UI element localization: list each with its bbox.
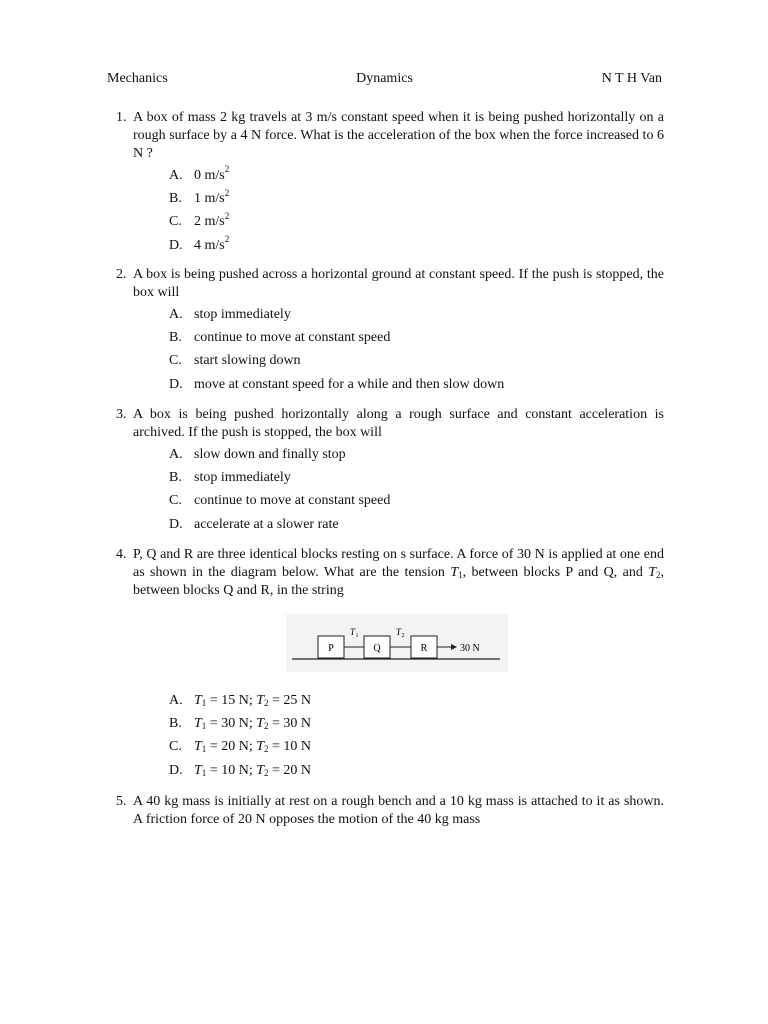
option-a[interactable]: A. $T_1 = 15$ N; $T_2 = 25$ N [169,693,312,708]
option-letter: C. [169,739,182,755]
question-2 [108,266,664,399]
option-letter: A. [169,168,183,183]
option-d[interactable] [169,233,664,260]
block-q-label: Q [373,643,381,654]
tension-subscript: 2 [656,570,661,580]
option-b[interactable] [169,187,664,213]
question-stem: A box is being pushed across a horizontal ground at constant speed. If the push is stopped, the box will [133,267,664,300]
unit: N [238,762,249,778]
option-letter: C. [169,493,182,509]
option-letter: D. [169,762,183,778]
option-letter: A. [169,693,183,708]
tension-symbol: T [256,693,265,708]
force-label: 30 N [460,643,480,654]
unit: N [300,762,312,778]
option-b[interactable] [169,329,664,352]
header-author: N T H Van [601,71,662,86]
tension-subscript: 1 [201,721,207,732]
question-4-options [108,692,664,785]
tension-subscript: 1 [458,570,463,580]
unit: N [300,739,312,755]
option-text: 1 m/s [194,191,225,207]
option-letter: D. [169,237,183,253]
option-d[interactable]: D. $T_1 = 10$ N; $T_2 = 20$ N [169,762,312,778]
question-stem: A box of mass 2 kg travels at 3 m/s constant speed when it is being pushed horizontally on a rough surface by a 4 N force. What is the acceleration of the box when the force increased to 6 N ? [133,110,664,161]
tension-subscript: 2 [264,721,269,732]
option-a[interactable] [169,306,664,329]
tension-symbol: T [194,693,202,708]
option-letter: D. [169,516,183,532]
option-letter: B. [169,716,182,732]
option-c[interactable] [169,352,664,375]
tension-symbol: T [194,762,202,778]
option-text: continue to move at constant speed [194,493,391,509]
option-text: 0 m/s [194,168,225,183]
option-letter: C. [169,214,182,230]
page-header [107,70,662,90]
question-number: 1. [116,110,127,125]
option-c[interactable]: C. $T_1 = 20$ N; $T_2 = 10$ N [169,739,312,755]
t1-value: 30 [221,716,236,732]
t2-value: 20 [283,762,298,778]
unit: N [300,716,312,732]
option-letter: D. [169,376,183,392]
header-subject: Mechanics [107,71,168,86]
block-r-label: R [420,643,428,654]
header-topic: Dynamics [356,71,413,86]
unit: N [238,716,249,732]
option-d[interactable] [169,376,664,399]
tension-subscript: 1 [201,698,207,708]
option-b[interactable] [169,469,664,492]
unit: N [238,739,249,755]
option-d[interactable] [169,516,664,539]
option-text: accelerate at a slower rate [194,516,339,532]
t2-subscript: 2 [401,633,405,639]
option-letter: A. [169,447,183,462]
option-c[interactable] [169,210,664,236]
option-letter: C. [169,353,182,369]
option-text: stop immediately [194,470,291,486]
block-p-label: P [328,643,334,654]
t2-value: 25 [283,693,298,708]
question-1 [108,109,664,260]
option-letter: B. [169,191,182,207]
option-text: 2 m/s [194,214,225,230]
question-number: 4. [116,547,127,562]
t1-subscript: 1 [355,633,359,639]
stem-part: P, Q and R are three identical blocks resting on s surface. A force of 30 N is applied at one end as shown in the diagram below. What are the tension [133,547,664,580]
option-text: continue to move at constant speed [194,330,391,346]
option-letter: A. [169,307,183,322]
t2-value: 10 [283,739,298,755]
tension-symbol: T [450,565,459,580]
question-5 [108,793,664,829]
stem-part: , between blocks Q and R, in the string [133,565,665,598]
t1-value: 10 [221,762,236,778]
question-stem: A 40 kg mass is initially at rest on a rough bench and a 10 kg mass is attached to it as shown. A friction force of 20 N opposes the motion of the 40 kg mass [133,794,664,827]
t1-value: 15 [221,693,236,708]
option-b[interactable]: B. $T_1 = 30$ N; $T_2 = 30$ N [169,716,312,732]
answer-options [169,306,664,399]
unit: N [300,693,312,708]
unit: N [238,693,249,708]
question-4 [108,546,664,600]
tension-symbol: T [194,739,202,755]
option-a[interactable] [169,164,664,190]
option-text: slow down and finally stop [194,447,346,462]
option-letter: B. [169,330,182,346]
answer-options [169,692,664,785]
tension-symbol: T [256,716,265,732]
stem-part: , between blocks P and Q, and [462,565,649,580]
tension-subscript: 1 [201,767,207,778]
blocks-diagram-svg [286,614,508,672]
option-text: move at constant speed for a while and then slow down [194,376,505,392]
t1-value: 20 [221,739,236,755]
option-exponent: 2 [224,210,230,221]
option-text: start slowing down [194,353,301,369]
tension-symbol: T [194,716,202,732]
option-text: stop immediately [194,307,291,322]
tension-subscript: 2 [264,698,269,708]
t2-value: 30 [283,716,298,732]
tension-subscript: 2 [264,767,269,778]
question-stem: A box is being pushed horizontally along a rough surface and constant acceleration is archived. If the push is stopped, the box will [133,407,664,440]
option-c[interactable] [169,492,664,515]
t1-label: T [350,627,356,637]
option-a[interactable] [169,446,664,469]
tension-subscript: 1 [201,744,207,755]
option-letter: B. [169,470,182,486]
question-stem [133,546,664,600]
answer-options [169,164,664,260]
tension-subscript: 2 [264,744,269,755]
tension-symbol: T [256,762,265,778]
option-exponent: 2 [224,233,230,244]
option-exponent: 2 [224,187,230,198]
t2-label: T [396,627,402,637]
option-text: 4 m/s [194,237,225,253]
question-number: 3. [116,407,127,422]
answer-options [169,446,664,539]
question-number: 2. [116,267,127,282]
blocks-diagram [286,614,508,672]
option-exponent: 2 [224,164,230,175]
question-number: 5. [116,794,127,809]
tension-symbol: T [648,565,657,580]
tension-symbol: T [256,739,265,755]
question-3 [108,406,664,539]
